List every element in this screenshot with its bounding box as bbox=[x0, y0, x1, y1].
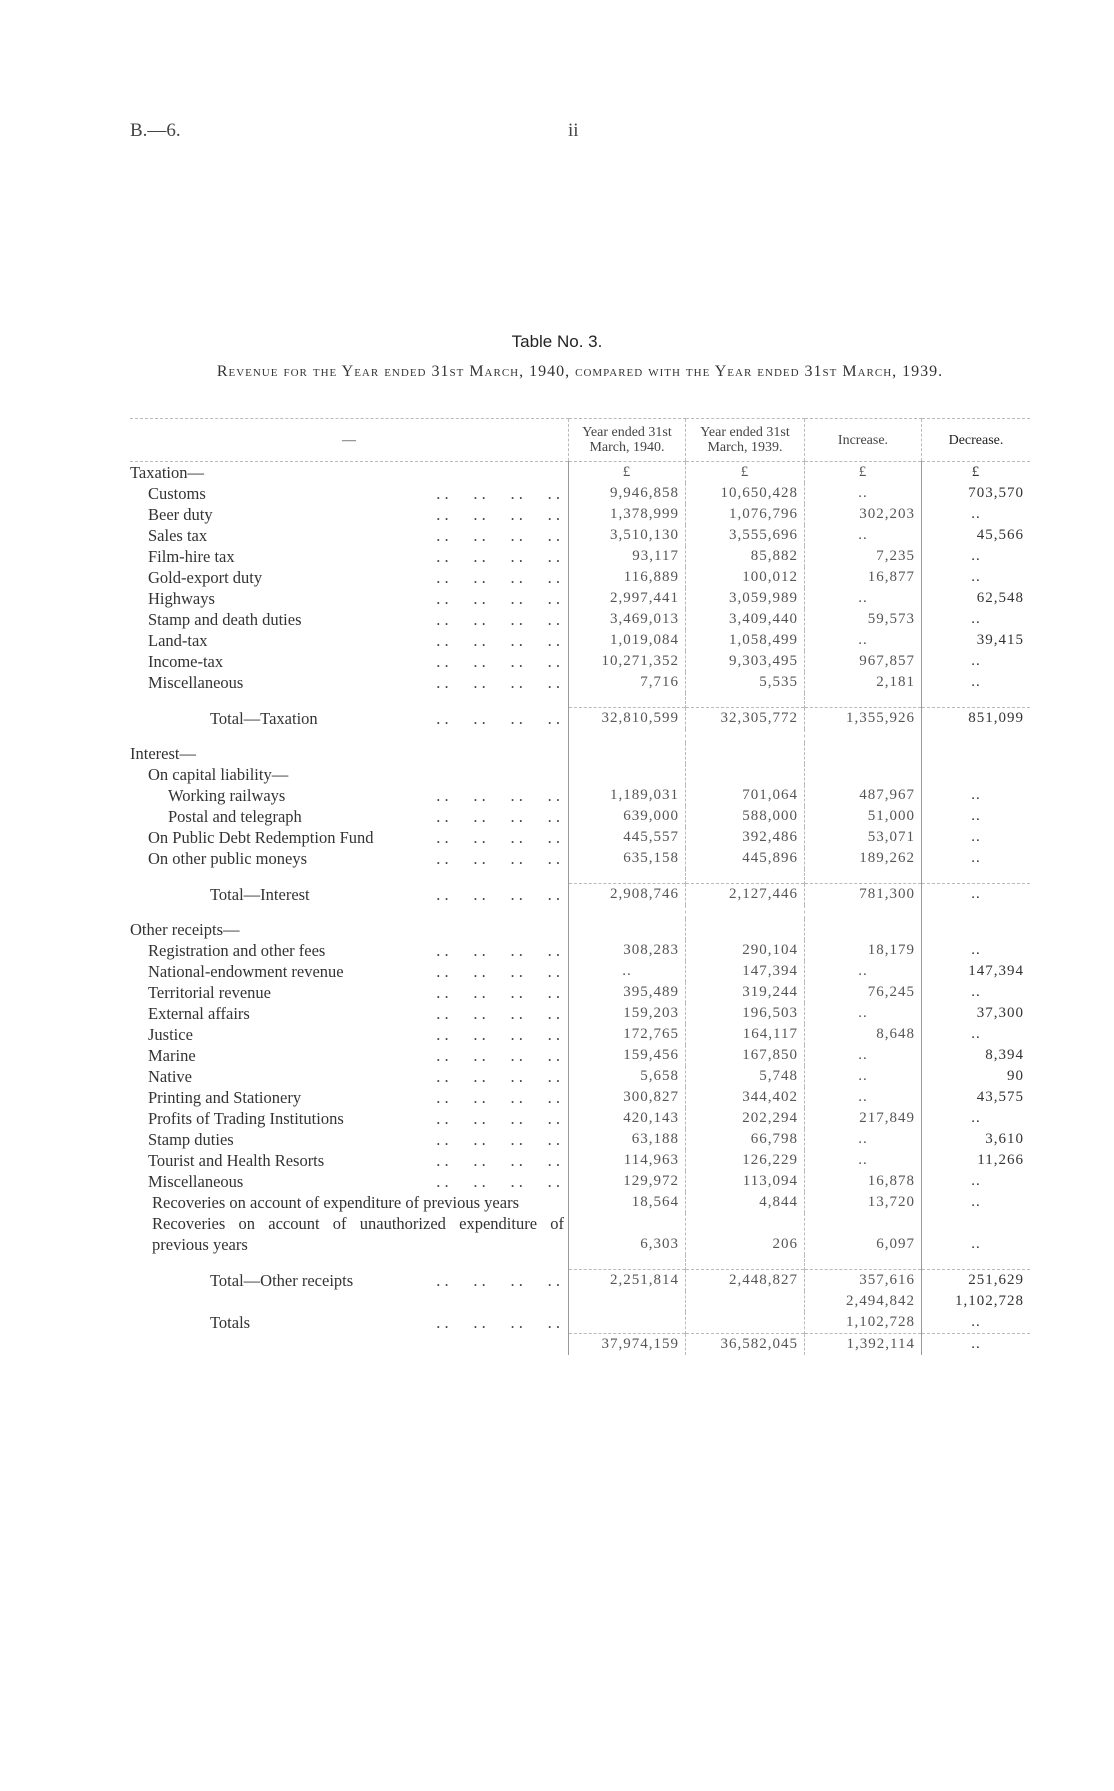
total-row bbox=[130, 1270, 1030, 1292]
value-1940 bbox=[569, 1291, 686, 1312]
value-1939: 5,535 bbox=[686, 672, 805, 693]
value-decrease: 90 bbox=[922, 1066, 1031, 1087]
value-1939: 206 bbox=[686, 1213, 805, 1255]
value-1939: 588,000 bbox=[686, 806, 805, 827]
value-increase: .. bbox=[805, 630, 922, 651]
value-decrease: 43,575 bbox=[922, 1087, 1031, 1108]
row-label: Territorial revenue . . bbox=[130, 982, 569, 1003]
table-row bbox=[130, 1003, 1030, 1024]
value-increase: £ bbox=[805, 462, 922, 484]
table-title: Table No. 3. bbox=[511, 332, 603, 351]
row-label: Total—Interest . . bbox=[130, 884, 569, 906]
row-label: Recoveries on account of unauthorized expenditure of previous years bbox=[152, 1214, 564, 1254]
page-number: ii bbox=[568, 120, 579, 141]
table-row bbox=[130, 672, 1030, 693]
value-decrease: .. bbox=[922, 1024, 1031, 1045]
row-label: On other public moneys . . bbox=[130, 848, 569, 869]
value-increase: 1,392,114 bbox=[805, 1334, 922, 1356]
value-1939 bbox=[686, 1312, 805, 1334]
value-decrease: .. bbox=[922, 1171, 1031, 1192]
row-label: Total—Other receipts . . bbox=[130, 1270, 569, 1292]
table-row bbox=[130, 609, 1030, 630]
value-decrease: .. bbox=[922, 848, 1031, 869]
table-row bbox=[130, 1024, 1030, 1045]
value-1940: 2,997,441 bbox=[569, 588, 686, 609]
row-label: Beer duty . . bbox=[130, 504, 569, 525]
value-decrease: 851,099 bbox=[922, 708, 1031, 730]
value-decrease: .. bbox=[922, 672, 1031, 693]
value-decrease bbox=[922, 919, 1031, 940]
table-row bbox=[130, 504, 1030, 525]
table-row bbox=[130, 1066, 1030, 1087]
value-1939: 3,059,989 bbox=[686, 588, 805, 609]
header-1939: Year ended 31st March, 1939. bbox=[686, 419, 805, 462]
row-label: Miscellaneous . . bbox=[130, 1171, 569, 1192]
value-1940: 18,564 bbox=[569, 1192, 686, 1213]
value-increase: 13,720 bbox=[805, 1192, 922, 1213]
value-decrease: 11,266 bbox=[922, 1150, 1031, 1171]
table-row bbox=[130, 1045, 1030, 1066]
value-1940: 9,946,858 bbox=[569, 483, 686, 504]
value-increase: .. bbox=[805, 1045, 922, 1066]
value-decrease: .. bbox=[922, 1334, 1031, 1356]
table-row bbox=[130, 567, 1030, 588]
value-increase: .. bbox=[805, 1003, 922, 1024]
value-1940: 300,827 bbox=[569, 1087, 686, 1108]
value-1939: 10,650,428 bbox=[686, 483, 805, 504]
value-increase: 59,573 bbox=[805, 609, 922, 630]
spacer-row bbox=[130, 905, 1030, 919]
value-increase: 2,494,842 bbox=[805, 1291, 922, 1312]
value-1939: 32,305,772 bbox=[686, 708, 805, 730]
value-1940: 2,908,746 bbox=[569, 884, 686, 906]
value-decrease: 251,629 bbox=[922, 1270, 1031, 1292]
row-label bbox=[130, 1291, 569, 1312]
row-label: External affairs . . bbox=[130, 1003, 569, 1024]
value-increase: .. bbox=[805, 1129, 922, 1150]
row-label: On capital liability— bbox=[148, 765, 289, 784]
value-1940: 1,189,031 bbox=[569, 785, 686, 806]
row-label: Miscellaneous . . bbox=[130, 672, 569, 693]
value-1939: 66,798 bbox=[686, 1129, 805, 1150]
table-row bbox=[130, 1192, 1030, 1213]
row-label: Highways . . bbox=[130, 588, 569, 609]
table-row bbox=[130, 743, 1030, 764]
value-1939: 85,882 bbox=[686, 546, 805, 567]
value-1939: 2,127,446 bbox=[686, 884, 805, 906]
table-row bbox=[130, 546, 1030, 567]
value-increase: 8,648 bbox=[805, 1024, 922, 1045]
value-decrease bbox=[922, 743, 1031, 764]
value-1939: 3,555,696 bbox=[686, 525, 805, 546]
value-decrease: .. bbox=[922, 827, 1031, 848]
value-1939: 445,896 bbox=[686, 848, 805, 869]
row-label: Stamp duties . . bbox=[130, 1129, 569, 1150]
value-1940: £ bbox=[569, 462, 686, 484]
value-1939: 392,486 bbox=[686, 827, 805, 848]
value-decrease: 1,102,728 bbox=[922, 1291, 1031, 1312]
row-label: Customs . . bbox=[130, 483, 569, 504]
table-row bbox=[130, 525, 1030, 546]
value-decrease: 8,394 bbox=[922, 1045, 1031, 1066]
value-decrease: .. bbox=[922, 806, 1031, 827]
value-decrease: .. bbox=[922, 1192, 1031, 1213]
row-label: Working railways . . bbox=[130, 785, 569, 806]
value-increase: 2,181 bbox=[805, 672, 922, 693]
value-increase: 217,849 bbox=[805, 1108, 922, 1129]
value-1939: 196,503 bbox=[686, 1003, 805, 1024]
value-increase: 357,616 bbox=[805, 1270, 922, 1292]
value-1939: 319,244 bbox=[686, 982, 805, 1003]
value-decrease: .. bbox=[922, 940, 1031, 961]
value-1940: 639,000 bbox=[569, 806, 686, 827]
spacer-row bbox=[130, 869, 1030, 884]
value-1939: 36,582,045 bbox=[686, 1334, 805, 1356]
table-row bbox=[130, 806, 1030, 827]
value-increase: 302,203 bbox=[805, 504, 922, 525]
value-1940: 10,271,352 bbox=[569, 651, 686, 672]
table-row bbox=[130, 630, 1030, 651]
row-label: Registration and other fees . . bbox=[130, 940, 569, 961]
value-1940: 37,974,159 bbox=[569, 1334, 686, 1356]
value-decrease: .. bbox=[922, 546, 1031, 567]
value-decrease: £ bbox=[922, 462, 1031, 484]
value-1939: 126,229 bbox=[686, 1150, 805, 1171]
value-decrease: 37,300 bbox=[922, 1003, 1031, 1024]
value-1939: £ bbox=[686, 462, 805, 484]
table-row bbox=[130, 940, 1030, 961]
value-1940: 395,489 bbox=[569, 982, 686, 1003]
value-1939: 5,748 bbox=[686, 1066, 805, 1087]
row-label: Marine . . bbox=[130, 1045, 569, 1066]
header-1940: Year ended 31st March, 1940. bbox=[569, 419, 686, 462]
value-decrease: .. bbox=[922, 785, 1031, 806]
value-increase: 487,967 bbox=[805, 785, 922, 806]
table-row bbox=[130, 1312, 1030, 1334]
value-1940: 159,456 bbox=[569, 1045, 686, 1066]
table-row bbox=[130, 961, 1030, 982]
value-increase: .. bbox=[805, 525, 922, 546]
row-label: National-endowment revenue . . bbox=[130, 961, 569, 982]
row-label: Stamp and death duties . . bbox=[130, 609, 569, 630]
value-1939: 4,844 bbox=[686, 1192, 805, 1213]
value-1940: 129,972 bbox=[569, 1171, 686, 1192]
table-row bbox=[130, 1150, 1030, 1171]
value-1940: 114,963 bbox=[569, 1150, 686, 1171]
value-1940: 6,303 bbox=[569, 1213, 686, 1255]
value-1939: 1,058,499 bbox=[686, 630, 805, 651]
value-increase: .. bbox=[805, 483, 922, 504]
header-label: — bbox=[130, 419, 569, 462]
value-increase bbox=[805, 743, 922, 764]
table-row bbox=[130, 1291, 1030, 1312]
value-increase: .. bbox=[805, 1150, 922, 1171]
value-increase: 76,245 bbox=[805, 982, 922, 1003]
value-decrease: .. bbox=[922, 1108, 1031, 1129]
value-decrease: 3,610 bbox=[922, 1129, 1031, 1150]
value-decrease: 147,394 bbox=[922, 961, 1031, 982]
value-1939: 1,076,796 bbox=[686, 504, 805, 525]
header-decrease: Decrease. bbox=[922, 419, 1031, 462]
value-decrease: 703,570 bbox=[922, 483, 1031, 504]
value-increase: 16,877 bbox=[805, 567, 922, 588]
value-decrease: .. bbox=[922, 982, 1031, 1003]
value-1940: 32,810,599 bbox=[569, 708, 686, 730]
value-1940: 3,469,013 bbox=[569, 609, 686, 630]
row-label: Postal and telegraph . . bbox=[130, 806, 569, 827]
value-increase: .. bbox=[805, 961, 922, 982]
table-subtitle: Revenue for the Year ended 31st March, 1940, compared with the Year ended 31st March, 1939. bbox=[216, 363, 944, 380]
table-row bbox=[130, 1171, 1030, 1192]
value-increase: 1,355,926 bbox=[805, 708, 922, 730]
value-increase bbox=[805, 919, 922, 940]
value-increase: 18,179 bbox=[805, 940, 922, 961]
value-1940 bbox=[569, 1312, 686, 1334]
table-row bbox=[130, 1213, 1030, 1255]
table-row bbox=[130, 1087, 1030, 1108]
value-1940 bbox=[569, 919, 686, 940]
value-increase: 51,000 bbox=[805, 806, 922, 827]
table-row bbox=[130, 764, 1030, 785]
value-increase: 967,857 bbox=[805, 651, 922, 672]
value-1939: 164,117 bbox=[686, 1024, 805, 1045]
row-label: Printing and Stationery . . bbox=[130, 1087, 569, 1108]
row-label: Native . . bbox=[130, 1066, 569, 1087]
table-body bbox=[130, 462, 1030, 1356]
value-1940: 445,557 bbox=[569, 827, 686, 848]
value-increase: 1,102,728 bbox=[805, 1312, 922, 1334]
page-reference: B.—6. bbox=[130, 120, 181, 141]
value-increase: .. bbox=[805, 1087, 922, 1108]
row-label: Income-tax . . bbox=[130, 651, 569, 672]
value-1940: 2,251,814 bbox=[569, 1270, 686, 1292]
value-1939: 2,448,827 bbox=[686, 1270, 805, 1292]
total-row bbox=[130, 708, 1030, 730]
value-decrease: .. bbox=[922, 609, 1031, 630]
row-label: Justice . . bbox=[130, 1024, 569, 1045]
value-increase: 7,235 bbox=[805, 546, 922, 567]
value-1939: 344,402 bbox=[686, 1087, 805, 1108]
value-increase: 781,300 bbox=[805, 884, 922, 906]
row-label: Land-tax . . bbox=[130, 630, 569, 651]
spacer-row bbox=[130, 1255, 1030, 1270]
value-1940: 172,765 bbox=[569, 1024, 686, 1045]
value-increase: 16,878 bbox=[805, 1171, 922, 1192]
value-1940: 308,283 bbox=[569, 940, 686, 961]
value-1940: 5,658 bbox=[569, 1066, 686, 1087]
value-1939: 701,064 bbox=[686, 785, 805, 806]
table-row bbox=[130, 919, 1030, 940]
value-1940: 116,889 bbox=[569, 567, 686, 588]
row-label: Interest— bbox=[130, 744, 196, 763]
value-1940: 420,143 bbox=[569, 1108, 686, 1129]
value-1939 bbox=[686, 743, 805, 764]
value-1940 bbox=[569, 743, 686, 764]
value-1940 bbox=[569, 764, 686, 785]
table-row bbox=[130, 1108, 1030, 1129]
value-1939 bbox=[686, 764, 805, 785]
value-1940: 3,510,130 bbox=[569, 525, 686, 546]
row-label: Profits of Trading Institutions . . bbox=[130, 1108, 569, 1129]
value-increase: 53,071 bbox=[805, 827, 922, 848]
value-decrease: 45,566 bbox=[922, 525, 1031, 546]
row-label: Tourist and Health Resorts . . bbox=[130, 1150, 569, 1171]
table-row bbox=[130, 848, 1030, 869]
table-row bbox=[130, 785, 1030, 806]
value-increase: 189,262 bbox=[805, 848, 922, 869]
row-label: Gold-export duty . . bbox=[130, 567, 569, 588]
value-1940: 1,019,084 bbox=[569, 630, 686, 651]
row-label: Other receipts— bbox=[130, 920, 240, 939]
value-increase bbox=[805, 764, 922, 785]
value-decrease: .. bbox=[922, 884, 1031, 906]
value-1940: 1,378,999 bbox=[569, 504, 686, 525]
value-1940: .. bbox=[569, 961, 686, 982]
value-1939: 147,394 bbox=[686, 961, 805, 982]
value-increase: 6,097 bbox=[805, 1213, 922, 1255]
value-1939: 290,104 bbox=[686, 940, 805, 961]
value-1939 bbox=[686, 919, 805, 940]
value-increase: .. bbox=[805, 1066, 922, 1087]
table-row bbox=[130, 483, 1030, 504]
row-label: Recoveries on account of expenditure of previous years bbox=[152, 1193, 519, 1212]
value-1940: 63,188 bbox=[569, 1129, 686, 1150]
table-header-row bbox=[130, 419, 1030, 462]
value-decrease: .. bbox=[922, 567, 1031, 588]
value-increase: .. bbox=[805, 588, 922, 609]
value-1940: 635,158 bbox=[569, 848, 686, 869]
value-1939 bbox=[686, 1291, 805, 1312]
value-decrease: 62,548 bbox=[922, 588, 1031, 609]
table-row bbox=[130, 827, 1030, 848]
row-label: Sales tax . . bbox=[130, 525, 569, 546]
table-row bbox=[130, 1129, 1030, 1150]
value-decrease: .. bbox=[922, 1213, 1031, 1255]
value-decrease: 39,415 bbox=[922, 630, 1031, 651]
value-1939: 9,303,495 bbox=[686, 651, 805, 672]
value-decrease: .. bbox=[922, 651, 1031, 672]
spacer-row bbox=[130, 693, 1030, 708]
value-1940: 159,203 bbox=[569, 1003, 686, 1024]
header-increase: Increase. bbox=[805, 419, 922, 462]
row-label: Taxation— bbox=[130, 463, 204, 482]
table-row bbox=[130, 462, 1030, 484]
value-1939: 100,012 bbox=[686, 567, 805, 588]
total-row bbox=[130, 884, 1030, 906]
value-decrease bbox=[922, 764, 1031, 785]
table-row bbox=[130, 982, 1030, 1003]
row-label: Film-hire tax . . bbox=[130, 546, 569, 567]
revenue-table bbox=[130, 418, 1030, 1355]
value-1939: 3,409,440 bbox=[686, 609, 805, 630]
value-1939: 202,294 bbox=[686, 1108, 805, 1129]
row-label: Totals . . bbox=[130, 1312, 569, 1334]
row-label: On Public Debt Redemption Fund . . bbox=[130, 827, 569, 848]
row-label: Total—Taxation . . bbox=[130, 708, 569, 730]
total-row bbox=[130, 1334, 1030, 1356]
row-label bbox=[130, 1334, 569, 1356]
value-decrease: .. bbox=[922, 1312, 1031, 1334]
table-row bbox=[130, 588, 1030, 609]
value-1940: 7,716 bbox=[569, 672, 686, 693]
value-1940: 93,117 bbox=[569, 546, 686, 567]
value-1939: 167,850 bbox=[686, 1045, 805, 1066]
table-row bbox=[130, 651, 1030, 672]
value-decrease: .. bbox=[922, 504, 1031, 525]
spacer-row bbox=[130, 729, 1030, 743]
value-1939: 113,094 bbox=[686, 1171, 805, 1192]
